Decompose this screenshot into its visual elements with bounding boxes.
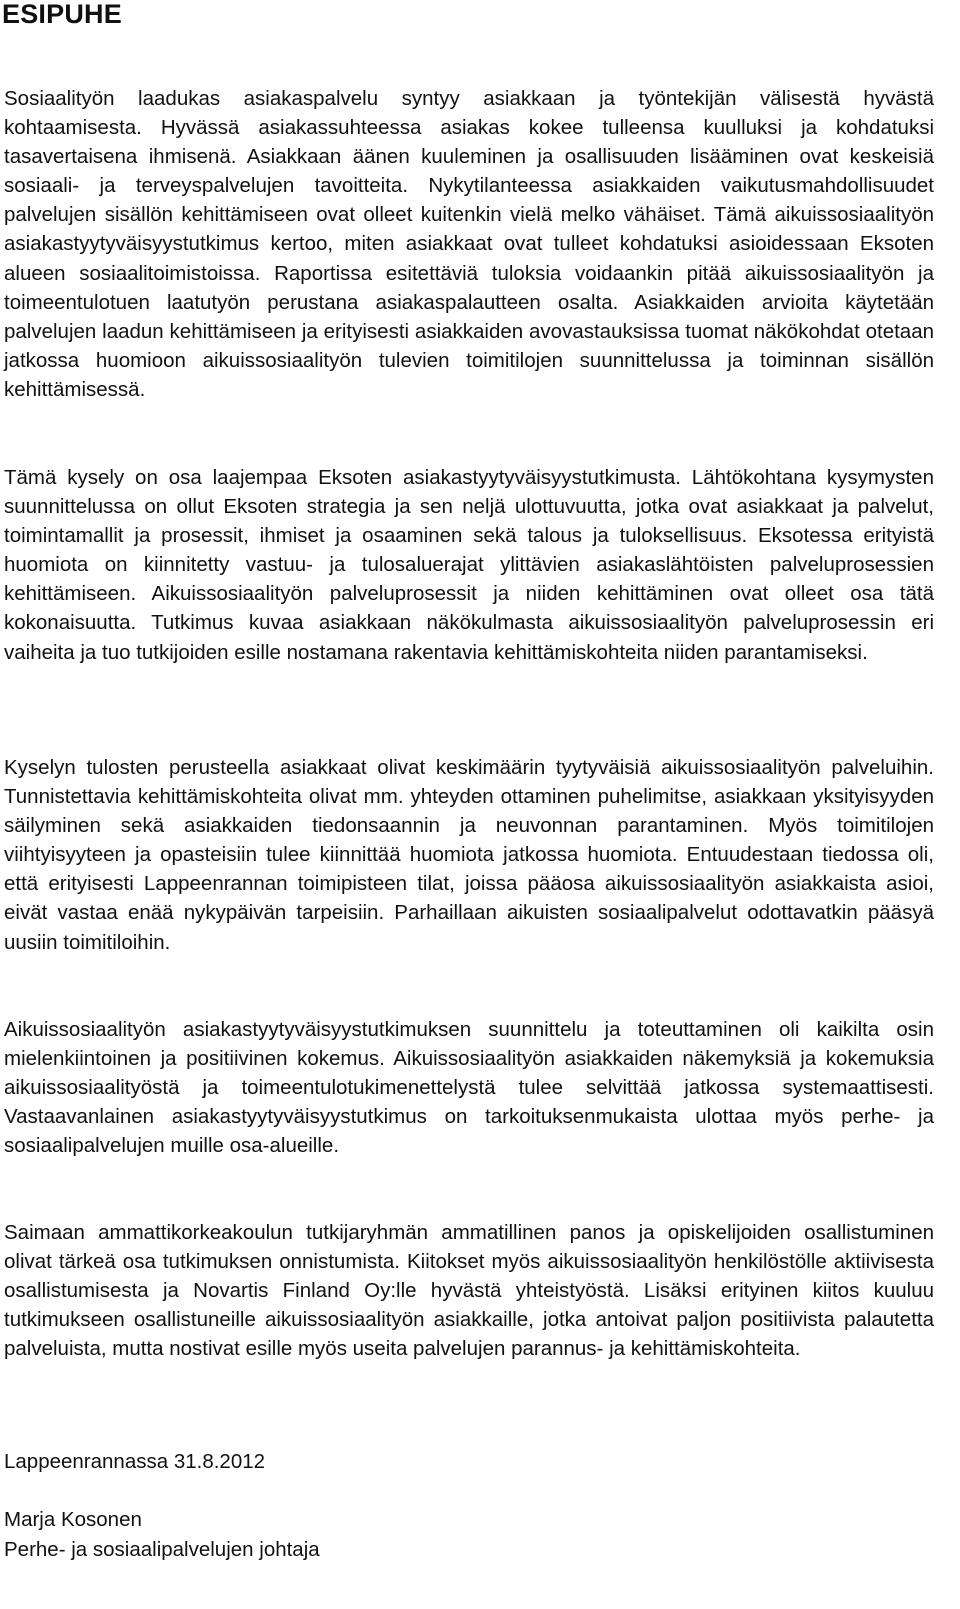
paragraph-5: Saimaan ammattikorkeakoulun tutkijaryhmän ammatillinen panos ja opiskelijoiden osallistuminen olivat tärkeä osa tutkimuksen onnistumista. Kiitokset myös aikuissosiaalityön henkilöstölle aktiivisesta osallistumisesta ja Novartis Finland Oy:lle hyvästä yhteistyöstä. Lisäksi erityinen kiitos kuuluu tutkimukseen osallistuneille aikuissosiaalityön asiakkaille, jotka antoivat paljon positiivista palautetta palveluista, mutta nostivat esille myös useita palvelujen parannus- ja kehittämiskohteita.: [4, 1221, 934, 1361]
signer-title: Perhe- ja sosiaalipalvelujen johtaja: [4, 1538, 320, 1561]
paragraph-4: Aikuissosiaalityön asiakastyytyväisyystutkimuksen suunnittelu ja toteuttaminen oli kaikilta osin mielenkiintoinen ja positiivinen kokemus. Aikuissosiaalityön asiakkaiden näkemyksiä ja kokemuksia aikuissosiaalityöstä ja toimeentulotukimenettelystä tulee selvittää jatkossa systemaattisesti. Vastaavanlainen asiakastyytyväisyystutkimus on tarkoituksenmukaista ulottaa myös perhe- ja sosiaalipalvelujen muille osa-alueille.: [4, 1018, 934, 1158]
place-date: Lappeenrannassa 31.8.2012: [4, 1450, 266, 1473]
page-title: ESIPUHE: [2, 0, 122, 29]
paragraph-3: Kyselyn tulosten perusteella asiakkaat olivat keskimäärin tyytyväisiä aikuissosiaalityön palveluihin. Tunnistettavia kehittämiskohteita olivat mm. yhteyden ottaminen puhelimitse, asiakkaan yksityisyyden säilyminen sekä asiakkaiden tiedonsaannin ja neuvonnan parantaminen. Myös toimitilojen viihtyisyyteen ja opasteisiin tulee kiinnittää huomiota jatkossa huomiota. Entuudestaan tiedossa oli, että erityisesti Lappeenrannan toimipisteen tilat, joissa pääosa aikuissosiaalityön asiakkaista asioi, eivät vastaa enää nykypäivän tarpeisiin. Parhaillaan aikuisten sosiaalipalvelut odottavatkin pääsyä uusiin toimitiloihin.: [4, 756, 934, 954]
paragraph-1: Sosiaalityön laadukas asiakaspalvelu syntyy asiakkaan ja työntekijän välisestä hyvästä kohtaamisesta. Hyvässä asiakassuhteessa asiakas kokee tulleensa kuulluksi ja kohdatuksi tasavertaisena ihmisenä. Asiakkaan äänen kuuleminen ja osallisuuden lisääminen ovat keskeisiä sosiaali- ja terveyspalvelujen tavoitteita. Nykytilanteessa asiakkaiden vaikutusmahdollisuudet palvelujen sisällön kehittämiseen ovat olleet kuitenkin vielä melko vähäiset. Tämä aikuissosiaalityön asiakastyytyväisyystutkimus kertoo, miten asiakkaat ovat tulleet kohdatuksi asioidessaan Eksoten alueen sosiaalitoimistoissa. Raportissa esitettäviä tuloksia voidaankin pitää aikuissosiaalityön ja toimeentulotuen laatutyön perustana asiakaspalautteen osalta. Asiakkaiden arvioita käytetään palvelujen laadun kehittämiseen ja erityisesti asiakkaiden avovastauksissa tuomat näkökohdat otetaan jatkossa huomioon aikuissosiaalityön tulevien toimitilojen suunnittelussa ja toiminnan sisällön kehittämisessä.: [4, 87, 934, 401]
signer-name: Marja Kosonen: [4, 1508, 142, 1531]
paragraph-2: Tämä kysely on osa laajempaa Eksoten asiakastyytyväisyystutkimusta. Lähtökohtana kysymysten suunnittelussa on ollut Eksoten strategia ja sen neljä ulottuvuutta, jotka ovat asiakkaat ja palvelut, toimintamallit ja prosessit, ihmiset ja osaaminen sekä talous ja tuloksellisuus. Eksotessa erityistä huomiota on kiinnitetty vastuu- ja tulosaluerajat ylittävien asiakaslähtöisten palveluprosessien kehittämiseen. Aikuissosiaalityön palveluprosessit ja niiden kehittäminen ovat olleet osa tätä kokonaisuutta. Tutkimus kuvaa asiakkaan näkökulmasta aikuissosiaalityön palveluprosessin eri vaiheita ja tuo tutkijoiden esille nostamana rakentavia kehittämiskohteita niiden parantamiseksi.: [4, 466, 934, 664]
